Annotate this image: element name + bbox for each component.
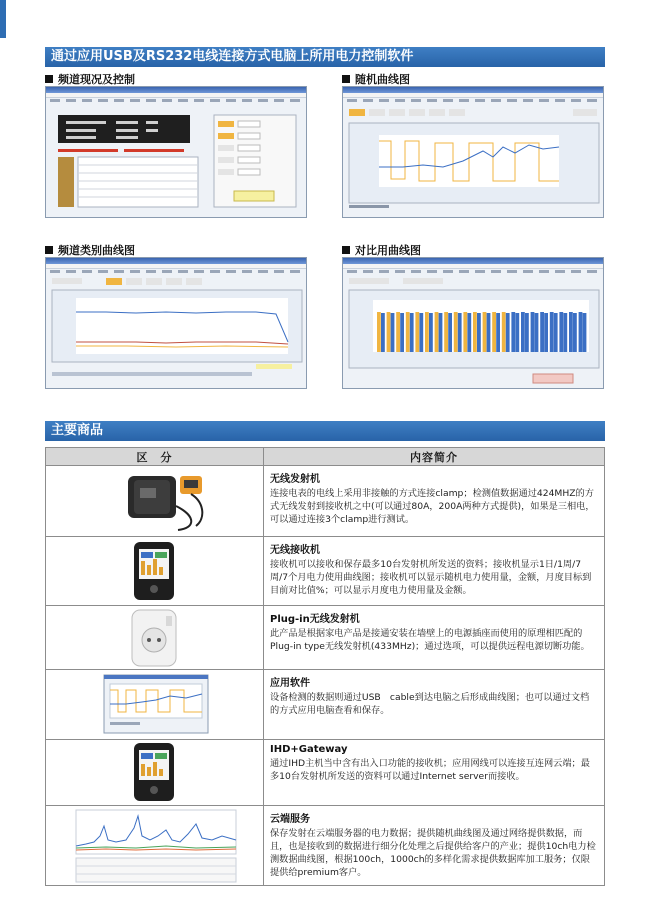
product-description: 此产品是根据家电产品是接通安装在墙壁上的电源插座而使用的原理相匹配的Plug-in type无线发射机(433MHz)；通过选项，可以提供远程电源切断功能。 [270,628,590,652]
compare-curve-screenshot [342,257,604,389]
product-image-cell [46,537,264,606]
product-description: 设备检测的数据则通过USB cable到达电脑之后形成曲线图；也可以通过文档的方式应用电脑查看和保存。 [270,692,590,716]
product-image-cell [46,670,264,740]
channel-curve-screenshot [45,257,307,389]
page-edge-mark [0,0,6,38]
product-description: 接收机可以接收和保存最多10台发射机所发送的资料；接收机显示1日/1周/7周/7个月电力使用曲线图；接收机可以显示随机电力使用量，金额，月度目标到目前对比值%；可以显示月度电力使用量及金额。 [270,559,592,596]
bullet-square-icon [342,246,350,254]
product-info-cell [264,466,605,537]
gateway-photo [46,740,264,805]
product-image-cell [46,466,264,537]
product-info-cell [264,537,605,606]
receiver-photo [46,537,264,605]
product-info-cell [264,740,605,806]
table-row [46,806,605,886]
product-description: 保存发射在云端服务器的电力数据；提供随机曲线图及通过网络提供数据，而且，也是接收到的数据进行细分化处理之后提供给客户的产业；提供10ch电力检测数据曲线图，根据100ch，1000ch的多样化需求提供数据库加工服务；仅限提供给premium客户。 [270,828,596,878]
product-name: Plug-in无线发射机 [270,614,360,625]
product-info-cell [264,670,605,740]
panel-label-channel-curve: 频道类别曲线图 [45,242,135,258]
plug-in-photo [46,606,264,669]
product-image-cell [46,606,264,670]
product-info-cell [264,606,605,670]
column-header-description: 内容简介 [264,448,605,466]
product-name: 无线发射机 [270,474,320,485]
products-section-title: 主要商品 [45,421,605,441]
channel-status-screenshot [45,86,307,218]
product-name: IHD+Gateway [270,744,348,755]
product-name: 应用软件 [270,678,310,689]
software-screenshot [46,670,264,739]
software-section-title: 通过应用USB及RS232电线连接方式电脑上所用电力控制软件 [45,47,605,67]
product-name: 云端服务 [270,814,310,825]
clamp-transmitter-photo [46,466,264,536]
table-row [46,466,605,537]
product-description: 连接电表的电线上采用非接触的方式连接clamp；检测值数据通过424MHZ的方式无线发射到接收机之中(可以通过80A，200A两种方式提供)，如果是三相电，可以通过连接3个clamp进行测试。 [270,488,595,525]
random-curve-screenshot [342,86,604,218]
table-row [46,670,605,740]
column-header-category: 区 分 [46,448,264,466]
cloud-chart-screenshot [46,806,264,885]
table-row [46,606,605,670]
bullet-square-icon [45,246,53,254]
table-row [46,740,605,806]
product-image-cell [46,740,264,806]
table-row [46,537,605,606]
products-table [45,447,605,886]
product-info-cell [264,806,605,886]
product-name: 无线接收机 [270,545,320,556]
panel-label-channel-status: 频道现况及控制 [45,71,135,87]
panel-label-random-curve: 随机曲线图 [342,71,410,87]
bullet-square-icon [342,75,350,83]
bullet-square-icon [45,75,53,83]
panel-label-compare-curve: 对比用曲线图 [342,242,421,258]
product-image-cell [46,806,264,886]
product-description: 通过IHD主机当中含有出入口功能的接收机；应用网线可以连接互连网云端；最多10台发射机所发送的资料可以通过Internet server而接收。 [270,758,590,782]
